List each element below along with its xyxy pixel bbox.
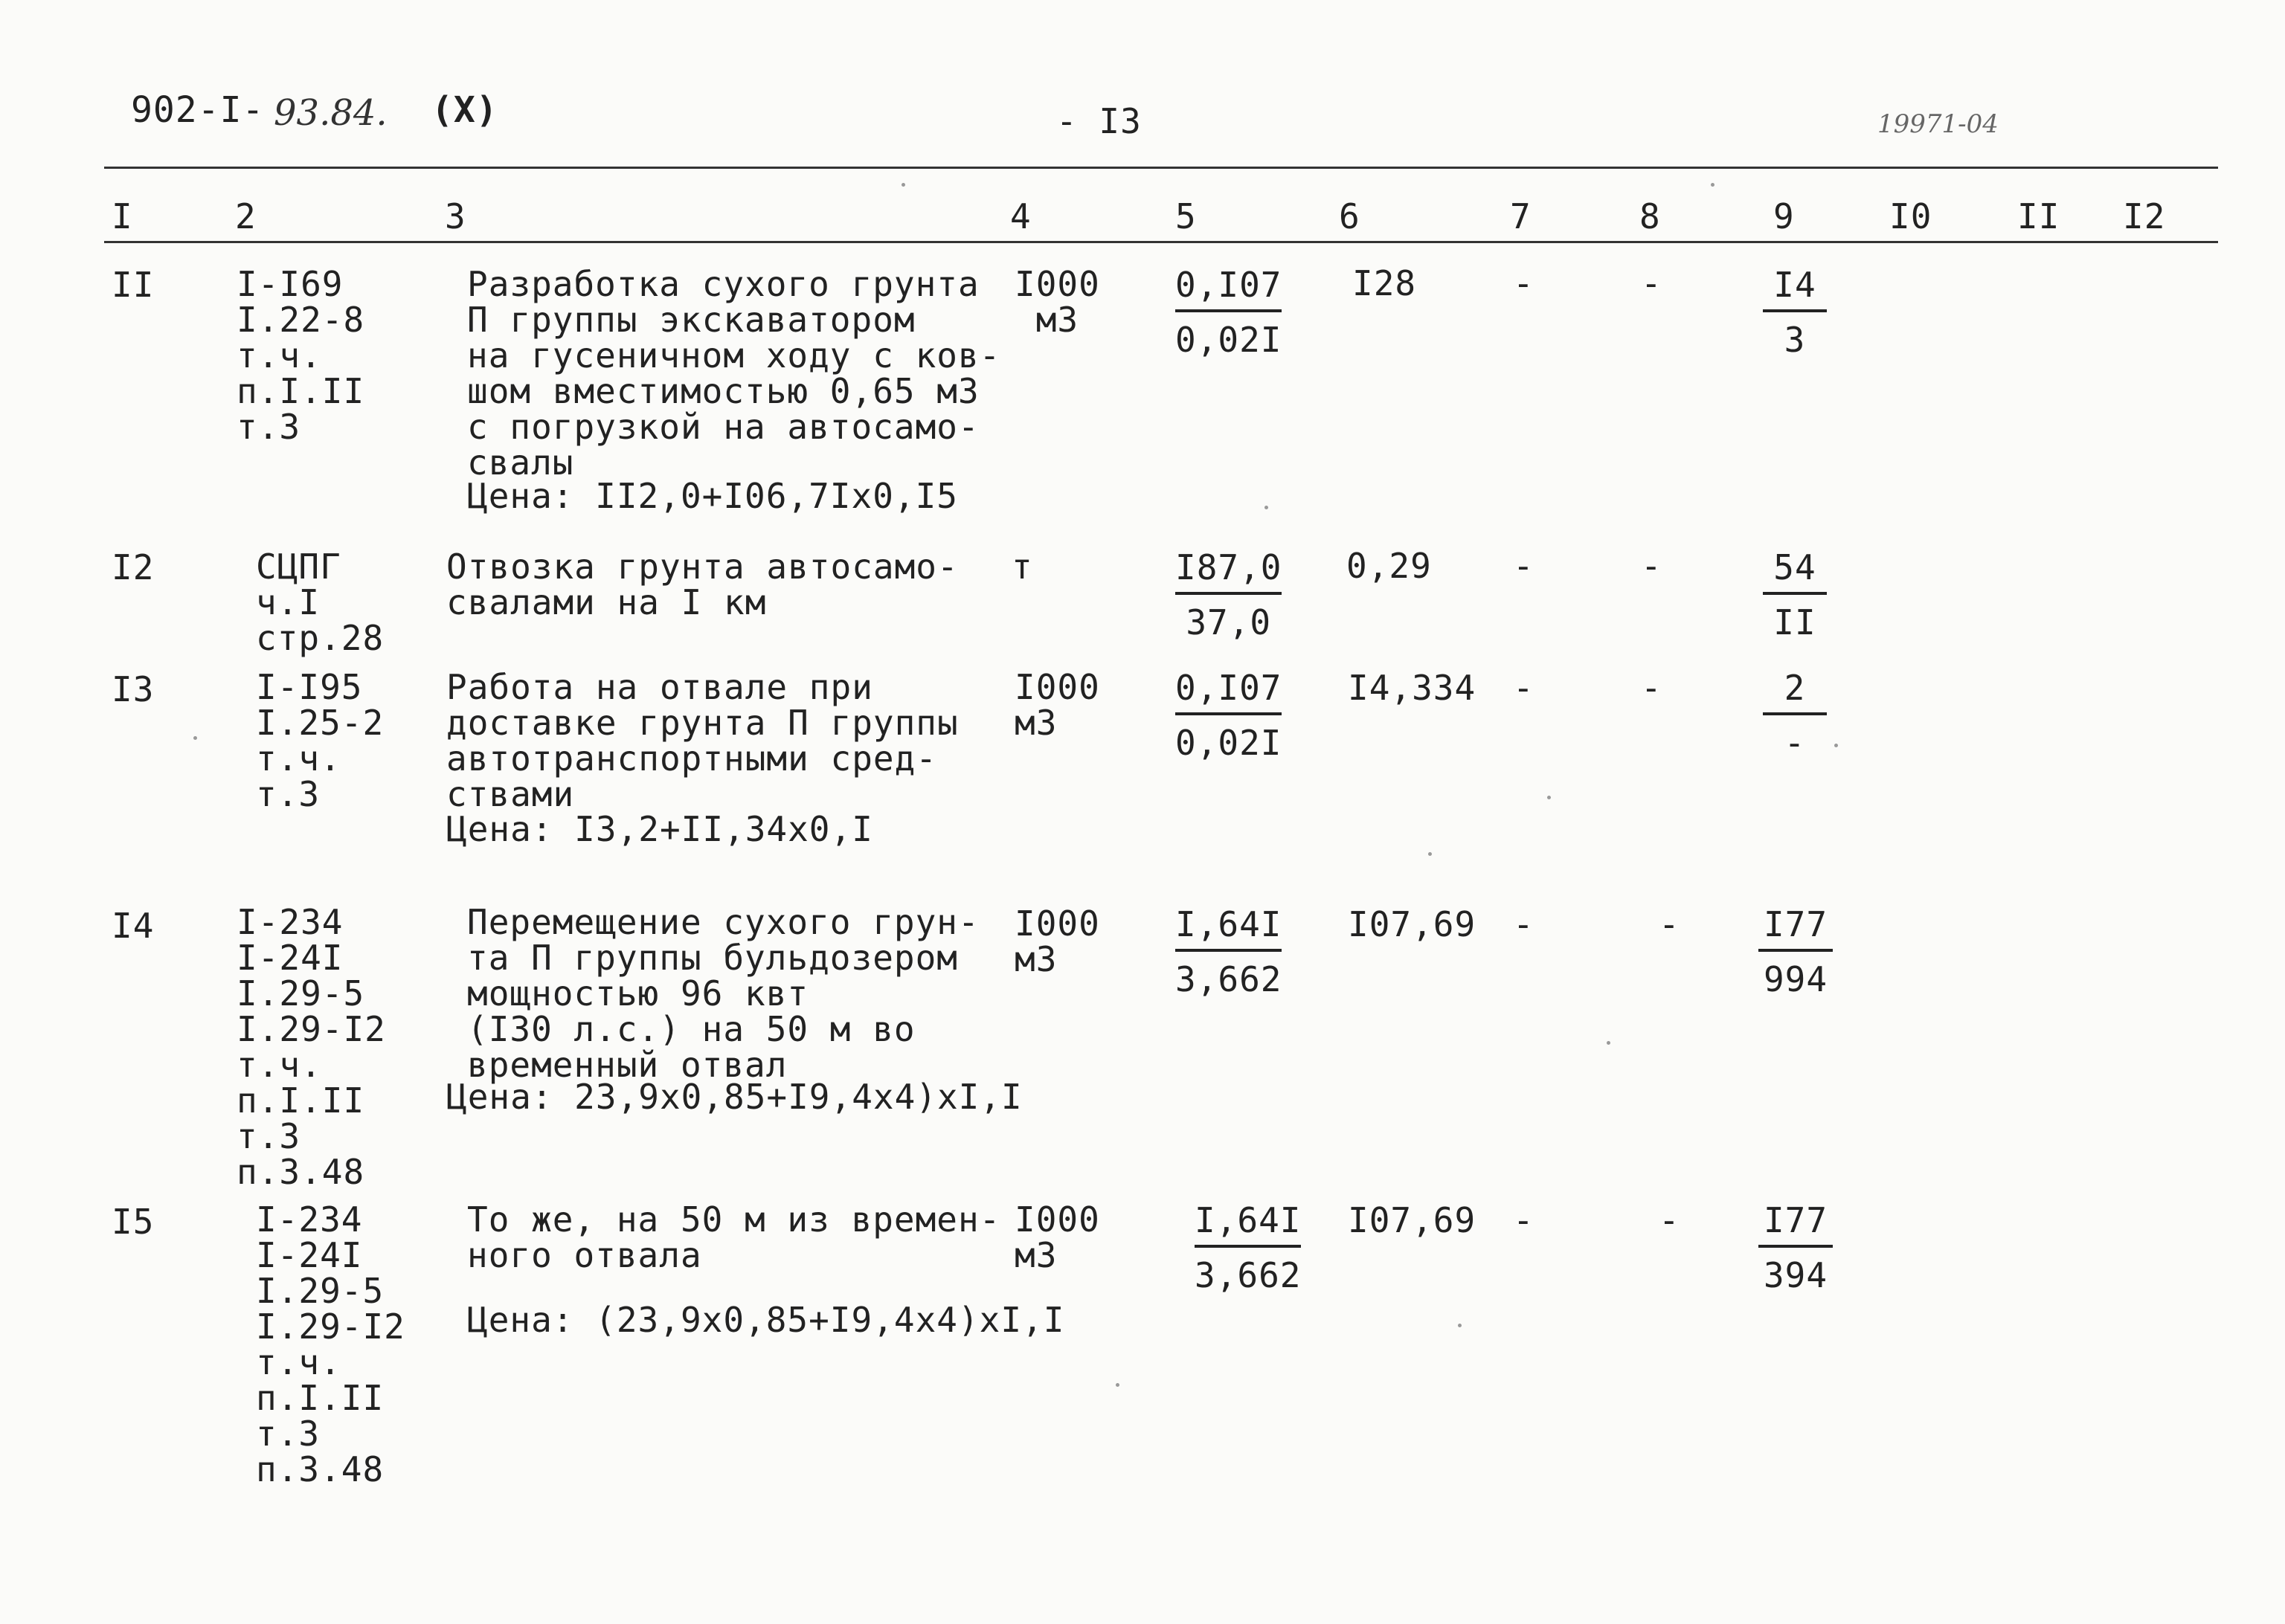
quantity-fraction <box>1175 904 1282 999</box>
total-fraction <box>1758 1200 1833 1295</box>
header-top-rule <box>104 167 2218 169</box>
unit-of-measure: I000 м3 <box>1015 1199 1100 1275</box>
col7-value: - <box>1513 668 1534 708</box>
unit-cost: I07,69 <box>1348 1200 1476 1240</box>
col8-value: - <box>1641 546 1662 586</box>
total-denominator: - <box>1784 723 1806 763</box>
col-header-11: II <box>2017 196 2060 236</box>
quantity-fraction <box>1175 668 1282 763</box>
archive-stamp: 19971-04 <box>1877 109 1999 139</box>
row-number: I3 <box>112 669 155 709</box>
col7-value: - <box>1513 546 1534 586</box>
col-header-12: I2 <box>2123 196 2166 236</box>
unit-of-measure: т <box>1012 547 1033 587</box>
col-header-9: 9 <box>1773 196 1795 236</box>
row-number: I4 <box>112 906 155 946</box>
col-header-4: 4 <box>1010 196 1032 236</box>
price-formula: Цена: II2,0+I06,7Ix0,I5 <box>467 476 958 516</box>
work-description: То же, на 50 м из времен- ного отвала <box>467 1199 1001 1275</box>
col-header-3: 3 <box>445 196 466 236</box>
unit-of-measure: I000 м3 <box>1015 667 1100 743</box>
total-fraction <box>1758 904 1833 999</box>
unit-cost: I4,334 <box>1348 668 1476 708</box>
norm-references: I-I69 I.22-8 т.ч. п.I.II т.3 <box>237 264 365 447</box>
norm-references: I-234 I-24I I.29-5 I.29-I2 т.ч. п.I.II т.3 п.3.48 <box>256 1199 405 1489</box>
work-description: Работа на отвале при доставке грунта П группы автотранспортными сред- ствами <box>446 667 959 814</box>
unit-cost: I07,69 <box>1348 904 1476 944</box>
col8-value: - <box>1641 263 1662 303</box>
unit-cost: 0,29 <box>1346 546 1432 586</box>
unit-cost: I28 <box>1352 263 1417 303</box>
col-header-10: I0 <box>1889 196 1932 236</box>
quantity-denominator: 0,02I <box>1175 723 1282 763</box>
col-header-1: I <box>112 196 133 236</box>
header-bottom-rule <box>104 241 2218 243</box>
total-numerator: 2 <box>1763 668 1827 715</box>
total-numerator: I77 <box>1758 1200 1833 1248</box>
norm-references: I-234 I-24I I.29-5 I.29-I2 т.ч. п.I.II т.3 п.3.48 <box>237 902 386 1192</box>
quantity-numerator: I87,0 <box>1175 547 1282 595</box>
row-number: II <box>112 265 155 305</box>
col-header-5: 5 <box>1175 196 1197 236</box>
col7-value: - <box>1513 1200 1534 1240</box>
col-header-2: 2 <box>235 196 257 236</box>
work-description: Перемещение сухого грун- та П группы бульдозером мощностью 96 квт (I30 л.с.) на 50 м во временный отвал <box>467 902 980 1085</box>
col8-value: - <box>1641 668 1662 708</box>
total-denominator: 394 <box>1763 1255 1828 1295</box>
total-fraction <box>1763 668 1827 763</box>
unit-of-measure: I000 м3 <box>1015 264 1100 340</box>
col-header-7: 7 <box>1510 196 1532 236</box>
quantity-fraction <box>1175 547 1282 642</box>
norm-references: СЦПГ ч.I стр.28 <box>256 547 385 658</box>
work-description: Отвозка грунта автосамо- свалами на I км <box>446 547 959 622</box>
total-fraction <box>1763 547 1827 642</box>
col8-value: - <box>1659 904 1680 944</box>
col8-value: - <box>1659 1200 1680 1240</box>
doc-code-suffix: (X) <box>431 89 498 131</box>
quantity-numerator: I,64I <box>1195 1200 1301 1248</box>
quantity-denominator: 0,02I <box>1175 320 1282 360</box>
price-formula: Цена: 23,9x0,85+I9,4x4)xI,I <box>446 1077 1023 1117</box>
col7-value: - <box>1513 904 1534 944</box>
col-header-8: 8 <box>1639 196 1661 236</box>
doc-code-typed: 902-I- <box>131 89 265 131</box>
quantity-numerator: 0,I07 <box>1175 668 1282 715</box>
quantity-numerator: 0,I07 <box>1175 265 1282 312</box>
quantity-fraction <box>1175 265 1282 360</box>
total-fraction <box>1763 265 1827 360</box>
norm-references: I-I95 I.25-2 т.ч. т.3 <box>256 667 385 814</box>
col7-value: - <box>1513 263 1534 303</box>
price-formula: Цена: (23,9x0,85+I9,4x4)xI,I <box>467 1300 1065 1340</box>
page-number: - I3 <box>1056 101 1142 141</box>
doc-code-handwritten: 93.84. <box>274 92 388 134</box>
unit-of-measure: I000 м3 <box>1015 903 1100 979</box>
price-formula: Цена: I3,2+II,34x0,I <box>446 809 873 849</box>
total-denominator: II <box>1773 602 1816 642</box>
total-numerator: I77 <box>1758 904 1833 952</box>
col-header-6: 6 <box>1339 196 1360 236</box>
quantity-numerator: I,64I <box>1175 904 1282 952</box>
quantity-denominator: 3,662 <box>1195 1255 1302 1295</box>
total-denominator: 3 <box>1784 320 1806 360</box>
quantity-fraction <box>1195 1200 1301 1295</box>
row-number: I5 <box>112 1202 155 1242</box>
quantity-denominator: 3,662 <box>1175 959 1282 999</box>
quantity-denominator: 37,0 <box>1186 602 1272 642</box>
total-numerator: 54 <box>1763 547 1827 595</box>
row-number: I2 <box>112 547 155 587</box>
work-description: Разработка сухого грунта П группы экскаватором на гусеничном ходу с ков- шом вместимостью 0,65 м3 с погрузкой на автосамо- свалы <box>467 264 1001 483</box>
total-numerator: I4 <box>1763 265 1827 312</box>
total-denominator: 994 <box>1763 959 1828 999</box>
